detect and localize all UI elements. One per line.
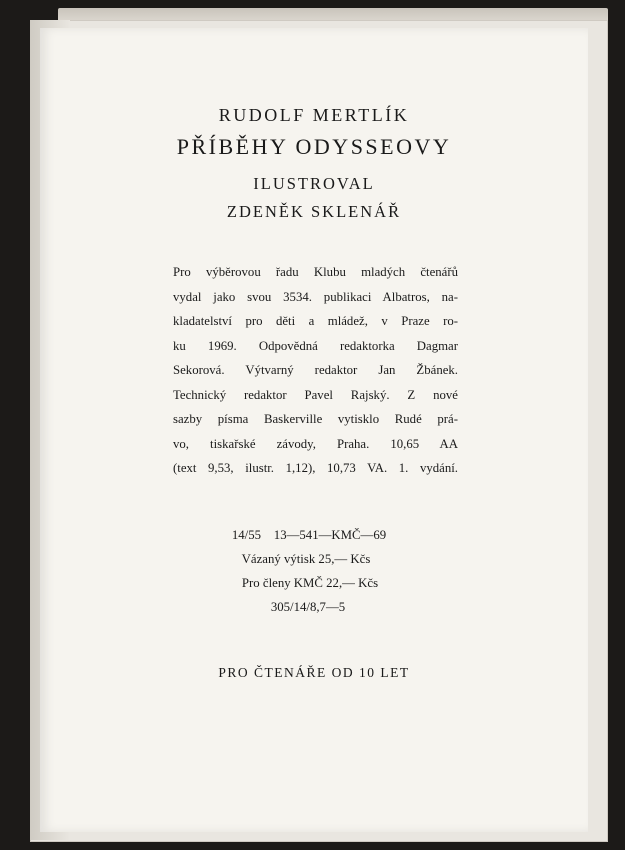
colophon-line: vo, tiskařské závody, Praha. 10,65 AA [173,436,458,451]
colophon-page [40,28,588,832]
author-name: RUDOLF MERTLÍK [218,105,410,125]
reader-age-note: PRO ČTENÁŘE OD 10 LET [218,665,410,680]
catalog-codes: 14/55 13—541—KMČ—69 [231,528,387,542]
colophon-line: (text 9,53, ilustr. 1,12), 10,73 VA. 1. vydání. [173,461,458,475]
illustrator-name: ZDENĚK SKLENÁŘ [226,202,402,221]
bound-price: Vázaný výtisk 25,— Kčs [241,552,371,566]
book-title: PŘÍBĚHY ODYSSEOVY [176,134,452,159]
colophon-line: ku 1969. Odpovědná redaktorka Dagmar [173,338,458,353]
colophon-line: kladatelství pro děti a mládež, v Praze ro- [173,314,458,328]
illustrated-by-label: ILUSTROVAL [253,174,375,193]
catalog-number: 305/14/8,7—5 [270,600,346,614]
colophon-line: Pro výběrovou řadu Klubu mladých čtenářů [173,265,458,279]
colophon-text [173,260,458,481]
colophon-line: vydal jako svou 3534. publikaci Albatros, na- [173,289,458,304]
colophon-line: Sekorová. Výtvarný redaktor Jan Žbánek. [173,363,458,377]
member-price: Pro členy KMČ 22,— Kčs [241,576,379,590]
colophon-line: sazby písma Baskerville vytisklo Rudé prá- [173,412,458,426]
colophon-line: Technický redaktor Pavel Rajský. Z nové [173,387,458,402]
price-block [40,523,588,619]
